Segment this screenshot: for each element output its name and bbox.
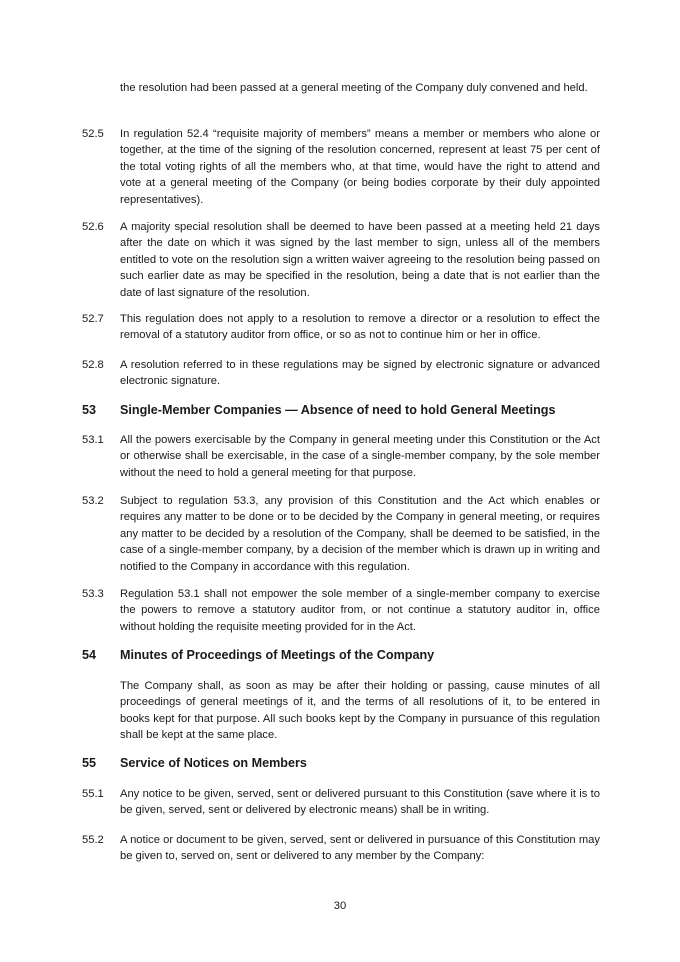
paragraph-text: A notice or document to be given, served, sent or delivered in pursuance of this Constitution may be given to, served on, sent or delivered to any member by the Company: — [120, 834, 600, 863]
paragraph-continuation — [82, 80, 600, 96]
section-title: Service of Notices on Members — [120, 756, 307, 770]
paragraph-number: 52.8 — [82, 359, 104, 371]
paragraph-text: Any notice to be given, served, sent or delivered pursuant to this Constitution (save where it is to be given, served, sent or delivered by electronic means) shall be in writing. — [120, 788, 600, 817]
paragraph-text: A majority special resolution shall be deemed to have been passed at a meeting held 21 days after the date on which it was signed by the last member to sign, unless all of the members entitled to vote on the resolution sign a written waiver agreeing to the resolution being passed on such earlier date as may be specified in the resolution, being a date that is not earlier than the date of last signature of the resolution. — [120, 221, 600, 299]
page-number: 30 — [333, 900, 347, 912]
paragraph-text: In regulation 52.4 “requisite majority of members” means a member or members who alone or together, at the time of the signing of the resolution concerned, represent at least 75 per cent of the total voting rights of all the members who, at that time, would have the right to attend and vote at a general meeting of the Company (or being bodies corporate by their duly appointed representatives). — [120, 128, 600, 206]
paragraph-text: A resolution referred to in these regulations may be signed by electronic signature or advanced electronic signature. — [120, 359, 600, 388]
paragraph-number: 52.7 — [82, 313, 104, 325]
section-title: Single-Member Companies — Absence of need to hold General Meetings — [120, 403, 556, 417]
paragraph-55-1 — [82, 786, 600, 819]
paragraph-number: 53.2 — [82, 495, 104, 507]
section-number: 55 — [82, 756, 97, 770]
paragraph-number: 55.1 — [82, 788, 104, 800]
paragraph-52-8 — [82, 357, 600, 390]
paragraph-text: Regulation 53.1 shall not empower the sole member of a single-member company to exercise the powers to remove a statutory auditor from, or not continue a statutory auditor in, office without holding the requisite meeting provided for in the Act. — [120, 588, 600, 633]
section-heading-54 — [82, 647, 600, 663]
paragraph-text: the resolution had been passed at a general meeting of the Company duly convened and held. — [120, 82, 588, 94]
paragraph-number: 55.2 — [82, 834, 104, 846]
paragraph-52-5 — [82, 126, 600, 208]
paragraph-text: All the powers exercisable by the Company in general meeting under this Constitution or the Act or otherwise shall be exercisable, in the case of a single-member company, by the sole member without the need to hold a general meeting for that purpose. — [120, 434, 600, 479]
paragraph-54 — [82, 678, 600, 744]
section-number: 53 — [82, 403, 97, 417]
section-heading-55 — [82, 755, 600, 771]
paragraph-number: 53.3 — [82, 588, 104, 600]
paragraph-number: 52.6 — [82, 221, 104, 233]
paragraph-text: The Company shall, as soon as may be after their holding or passing, cause minutes of all proceedings of general meetings of it, and the terms of all resolutions of it, to be entered in books kept for that purpose. All such books kept by the Company in pursuance of this regulation shall be kept at the same place. — [120, 680, 600, 742]
paragraph-number: 52.5 — [82, 128, 104, 140]
paragraph-52-7 — [82, 311, 600, 344]
paragraph-text: This regulation does not apply to a resolution to remove a director or a resolution to effect the removal of a statutory auditor from office, or so as not to continue him or her in office. — [120, 313, 600, 342]
paragraph-52-6 — [82, 219, 600, 301]
paragraph-53-3 — [82, 586, 600, 635]
paragraph-53-1 — [82, 432, 600, 481]
paragraph-number: 53.1 — [82, 434, 104, 446]
section-heading-53 — [82, 402, 600, 418]
section-title: Minutes of Proceedings of Meetings of the Company — [120, 648, 435, 662]
paragraph-55-2 — [82, 832, 600, 865]
section-number: 54 — [82, 648, 97, 662]
paragraph-53-2 — [82, 493, 600, 575]
paragraph-text: Subject to regulation 53.3, any provision of this Constitution and the Act which enables or requires any matter to be done or to be decided by the Company in general meeting, or requires any matter to be decided by a resolution of the Company, shall be deemed to be satisfied, in the case of a single-member company, by a decision of the member which is drawn up in writing and notified to the Company in accordance with this regulation. — [120, 495, 600, 573]
